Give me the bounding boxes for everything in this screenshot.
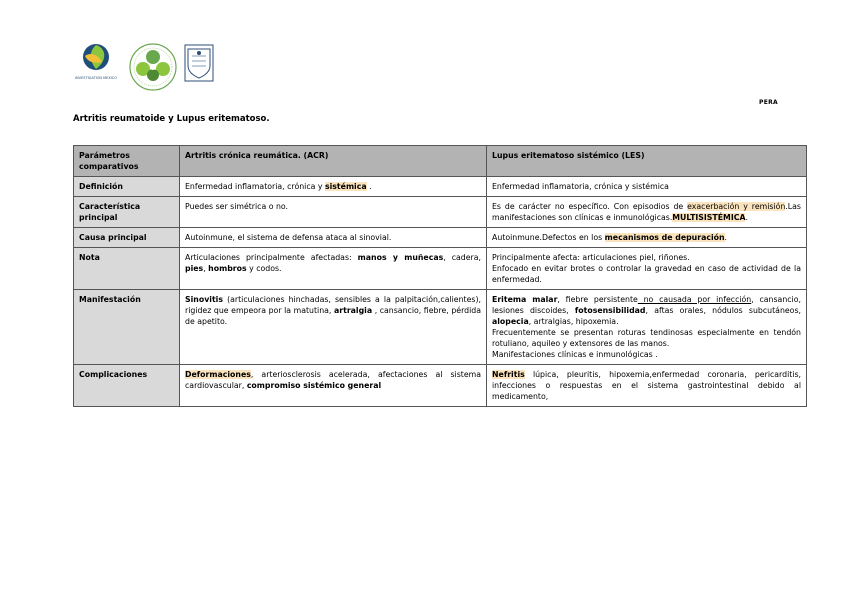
row-label-caracteristica: Característica principal (74, 197, 180, 228)
text-segment: , (203, 264, 209, 273)
text-segment: , cadera, (443, 253, 482, 262)
table-row (74, 197, 807, 228)
text-segment: , artralgias, hipoxemia. (528, 317, 619, 326)
text-segment: Enfermedad inflamatoria, crónica y (185, 182, 325, 191)
text-segment: lúpica, pleuritis, hipoxemia,enfermedad coronaria, pericarditis, infecciones o respuestas en el sistema gastrointestinal debido al medicamento, (492, 370, 801, 401)
bold-text: artralgia (333, 306, 373, 315)
row-label-definicion: Definición (74, 177, 180, 197)
table-header-row (74, 146, 807, 177)
text-segment: , cansancio, fiebre, pérdida de apetito. (185, 306, 481, 326)
university-crest (184, 44, 214, 82)
header-les: Lupus eritematoso sistémico (LES) (487, 146, 807, 177)
cell-les-caracteristica (487, 197, 807, 228)
text-line (492, 294, 801, 327)
text-segment: . (745, 213, 748, 222)
highlight-text: MULTISISTÉMICA (672, 213, 746, 222)
text-segment: . (724, 233, 728, 242)
row-label-complicaciones: Complicaciones (74, 365, 180, 407)
highlight-text: Nefritis (492, 370, 525, 379)
cell-acr-causa: Autoinmune, el sistema de defensa ataca al sinovial. (180, 228, 487, 248)
cell-les-nota (487, 248, 807, 290)
clover-seal-icon (128, 42, 178, 92)
text-segment: Articulaciones principalmente afectadas: (185, 253, 358, 262)
cell-les-definicion: Enfermedad inflamatoria, crónica y sistémica (487, 177, 807, 197)
cell-les-causa (487, 228, 807, 248)
text-segment: . (366, 182, 372, 191)
highlight-text: Deformaciones (185, 370, 251, 379)
cell-acr-definicion (180, 177, 487, 197)
corner-label: PERA (759, 99, 778, 106)
underlined-text: no causada por infección (637, 295, 752, 304)
institution-logo (76, 42, 116, 92)
bold-text: alopecia (492, 317, 529, 326)
logo-caption: INVESTIGATION MEXICO (75, 76, 117, 80)
highlight-text: exacerbación y remisión (687, 202, 786, 211)
table-row (74, 290, 807, 365)
bold-text: Eritema malar (492, 295, 558, 304)
text-line: Enfocado en evitar brotes o controlar la gravedad en caso de actividad de la enfermedad. (492, 264, 801, 284)
row-label-manifestacion: Manifestación (74, 290, 180, 365)
text-segment: Autoinmune.Defectos en los (492, 233, 605, 242)
cell-acr-caracteristica: Puedes ser simétrica o no. (180, 197, 487, 228)
row-label-nota: Nota (74, 248, 180, 290)
text-segment: .Las manifestaciones son clínicas e inmunológicas. (492, 202, 801, 222)
text-line: Manifestaciones clínicas e inmunológicas . (492, 350, 658, 359)
table-row (74, 365, 807, 407)
row-label-causa: Causa principal (74, 228, 180, 248)
bold-text: hombros (208, 264, 247, 273)
bold-text: compromiso sistémico general (246, 381, 382, 390)
bold-text: pies (185, 264, 204, 273)
cell-acr-nota (180, 248, 487, 290)
text-line: Principalmente afecta: articulaciones piel, riñones. (492, 253, 690, 262)
table-row (74, 248, 807, 290)
text-segment: y codos. (246, 264, 282, 273)
highlight-text: mecanismos de depuración (604, 233, 725, 242)
university-crest-icon (184, 44, 214, 82)
text-segment: (articulaciones hinchadas, sensibles a la palpitación,calientes), rigidez que empeora por la matutina, (185, 295, 481, 315)
cell-les-complicaciones (487, 365, 807, 407)
text-segment: , aftas orales, nódulos subcutáneos, (645, 306, 801, 315)
cell-les-manifestacion (487, 290, 807, 365)
bold-text: fotosensibilidad (574, 306, 646, 315)
comparison-table (73, 145, 807, 407)
cell-acr-complicaciones (180, 365, 487, 407)
header-param: Parámetros comparativos (74, 146, 180, 177)
highlight-text: sistémica (324, 182, 367, 191)
table-row (74, 177, 807, 197)
text-segment: , cansancio, lesiones discoides, (492, 295, 801, 315)
bold-text: manos y muñecas (357, 253, 444, 262)
text-segment: Es de carácter no específico. Con episodios de (492, 202, 688, 211)
bold-text: Sinovitis (185, 295, 223, 304)
text-line: Frecuentemente se presentan roturas tendinosas especialmente en tendón rotuliano, aquileo y extensores de las manos. (492, 328, 801, 348)
header-acr: Artritis crónica reumática. (ACR) (180, 146, 487, 177)
table-row (74, 228, 807, 248)
text-segment: , fiebre persistente (557, 295, 638, 304)
text-segment: , arteriosclerosis acelerada, afectaciones al sistema cardiovascular, (185, 370, 481, 390)
clover-seal (128, 42, 178, 92)
leaf-globe-icon (76, 42, 116, 76)
document-title: Artritis reumatoide y Lupus eritematoso. (73, 114, 270, 124)
cell-acr-manifestacion (180, 290, 487, 365)
